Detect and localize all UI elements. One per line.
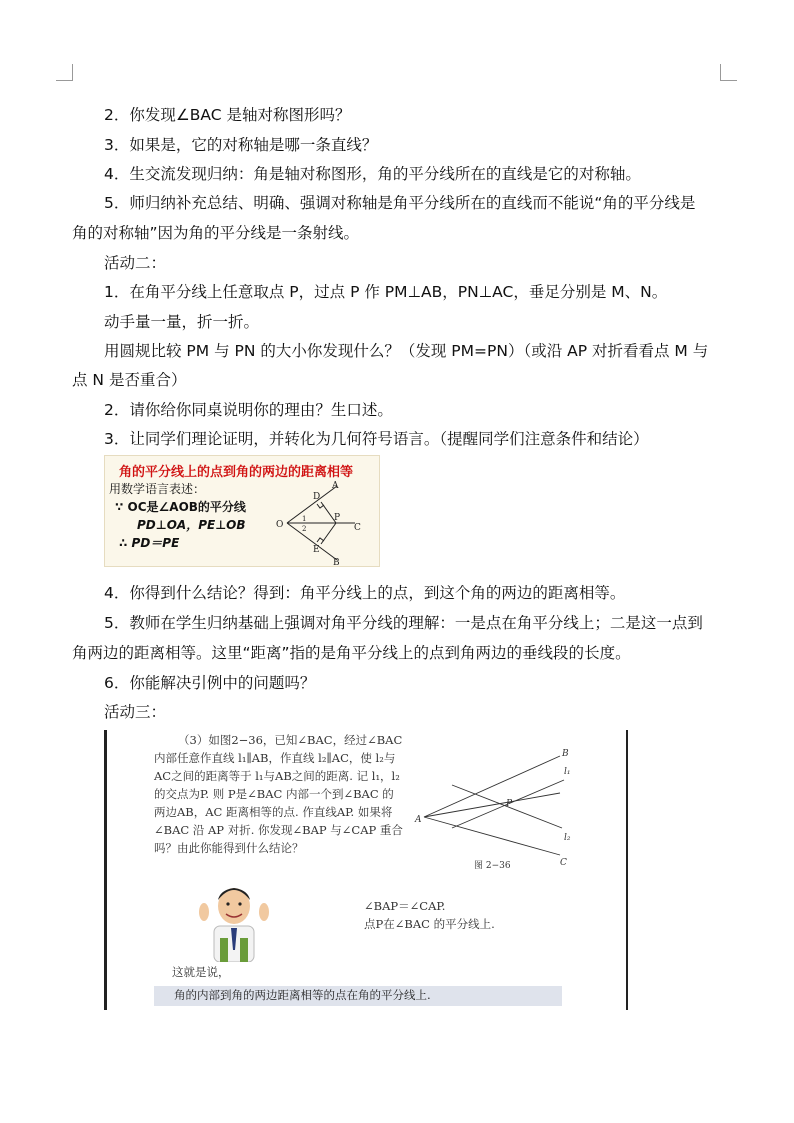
textbook-page — [142, 730, 626, 1010]
label-O: O — [276, 520, 284, 530]
crop-mark-top-left — [56, 64, 73, 81]
label-angle-2: 2 — [302, 525, 307, 533]
paragraph-line: 4．生交流发现归纳：角是轴对称图形，角的平分线所在的直线是它的对称轴。 — [104, 165, 641, 183]
problem-line: 两边AB，AC 距离相等的点. 作直线AP. 如果将 — [154, 805, 393, 819]
problem-line: ∠BAC 沿 AP 对折. 你发现∠BAP 与∠CAP 重合 — [154, 823, 403, 837]
angle-bisector-diagram — [105, 456, 379, 566]
fig-label-A: A — [415, 815, 422, 825]
problem-line: 吗？由此你能得到什么结论？ — [154, 841, 304, 855]
figure-caption: 图 2−36 — [474, 861, 511, 870]
fig-label-C: C — [560, 858, 567, 868]
paragraph-line: 2．你发现∠BAC 是轴对称图形吗？ — [104, 106, 351, 124]
theorem-perpendicular: PD⊥OA，PE⊥OB — [137, 518, 246, 532]
theorem-figure — [104, 455, 380, 567]
lead-text: 这就是说， — [172, 965, 230, 979]
paragraph-line: 2．请你给你同桌说明你的理由？生口述。 — [104, 401, 393, 419]
section-heading: 活动三： — [104, 703, 167, 721]
paragraph-line: 3．如果是，它的对称轴是哪一条直线？ — [104, 136, 378, 154]
problem-line: （3）如图2−36，已知∠BAC，经过∠BAC — [178, 733, 403, 747]
paragraph-line: 点 N 是否重合） — [72, 371, 187, 389]
figure-2-36 — [412, 740, 592, 870]
paragraph-line: 1．在角平分线上任意取点 P，过点 P 作 PM⊥AB，PN⊥AC，垂足分别是 M、N。 — [104, 283, 668, 301]
theorem-conclusion: ∴ PD＝PE — [119, 536, 180, 550]
label-angle-1: 1 — [302, 515, 307, 523]
fig-label-l2: l₂ — [564, 833, 571, 843]
paragraph-line: 5．教师在学生归纳基础上强调对角平分线的理解：一是点在角平分线上；二是这一点到 — [104, 614, 703, 632]
paragraph-line: 角的对称轴”因为角的平分线是一条射线。 — [72, 224, 360, 242]
conclusion-text: 角的内部到角的两边距离相等的点在角的平分线上. — [174, 988, 431, 1002]
problem-line: 内部任意作直线 l₁∥AB，作直线 l₂∥AC，使 l₂与 — [154, 751, 396, 765]
theorem-title: 角的平分线上的点到角的两边的距离相等 — [119, 465, 354, 480]
answer-line: 点P在∠BAC 的平分线上. — [364, 917, 495, 931]
fig-label-P: P — [506, 799, 513, 809]
textbook-excerpt — [104, 730, 628, 1010]
theorem-given: ∵ OC是∠AOB的平分线 — [115, 500, 246, 514]
label-E: E — [313, 545, 320, 555]
fig-label-B: B — [562, 749, 569, 759]
label-A: A — [332, 481, 339, 491]
paragraph-line: 动手量一量，折一折。 — [104, 313, 260, 331]
paragraph-line: 4．你得到什么结论？得到：角平分线上的点，到这个角的两边的距离相等。 — [104, 584, 626, 602]
paragraph-line: 6．你能解决引例中的问题吗？ — [104, 674, 316, 692]
paragraph-line: 3．让同学们理论证明，并转化为几何符号语言。（提醒同学们注意条件和结论） — [104, 430, 649, 448]
paragraph-line: 5．师归纳补充总结、明确、强调对称轴是角平分线所在的直线而不能说“角的平分线是 — [104, 194, 696, 212]
left-border — [104, 730, 107, 1010]
paragraph-line: 角两边的距离相等。这里“距离”指的是角平分线上的点到角两边的垂线段的长度。 — [72, 644, 631, 662]
theorem-subtitle: 用数学语言表述： — [109, 482, 206, 496]
section-heading: 活动二： — [104, 254, 167, 272]
label-B: B — [333, 558, 340, 566]
answer-line: ∠BAP＝∠CAP. — [364, 899, 446, 913]
label-P: P — [334, 513, 341, 523]
paragraph-line: 用圆规比较 PM 与 PN 的大小你发现什么？（发现 PM=PN）（或沿 AP 对折看看点 M 与 — [104, 342, 709, 360]
label-C: C — [354, 523, 361, 533]
label-D: D — [313, 492, 321, 502]
fig-label-l1: l₁ — [564, 767, 571, 777]
cartoon-boy-image — [198, 876, 270, 962]
problem-line: AC之间的距离等于 l₁与AB之间的距离. 记 l₁，l₂ — [154, 769, 400, 783]
crop-mark-top-right — [720, 64, 737, 81]
problem-line: 的交点为P. 则 P是∠BAC 内部一个到∠BAC 的 — [154, 787, 394, 801]
